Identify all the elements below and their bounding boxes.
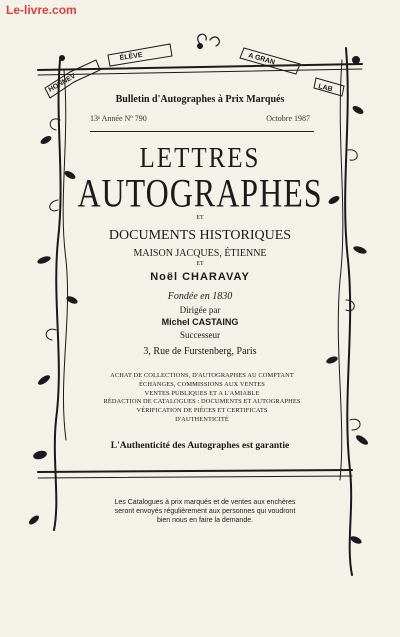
founded-line: Fondée en 1830 bbox=[167, 291, 233, 302]
service-line: VÉRIFICATION DE PIÈCES ET CERTIFICATS bbox=[136, 407, 268, 415]
successor-line: Successeur bbox=[180, 330, 220, 340]
banner-word-1: HONNEV bbox=[47, 72, 77, 94]
directed-by: Dirigée par bbox=[179, 305, 221, 315]
documents-heading: DOCUMENTS HISTORIQUES bbox=[108, 228, 292, 243]
banner-word-2: ÉLÈVE bbox=[119, 51, 144, 62]
service-line: VENTES PUBLIQUES ET A L'AMIABLE bbox=[144, 389, 260, 397]
services-list bbox=[86, 372, 318, 425]
conjunction-et-2: ET bbox=[196, 261, 204, 267]
catalogue-notice bbox=[80, 498, 330, 525]
issue-row bbox=[90, 114, 310, 123]
header-rule bbox=[90, 131, 314, 132]
banner-word-3: A GRAN bbox=[247, 52, 276, 67]
service-line: D'AUTHENTICITÉ bbox=[175, 415, 229, 423]
conjunction-et: ET bbox=[196, 215, 204, 221]
catalogue-line: Les Catalogues à prix marqués et de ventes aux enchères bbox=[114, 499, 296, 506]
catalogue-line: bien nous en faire la demande. bbox=[156, 517, 254, 524]
banner-word-4: LAB bbox=[317, 83, 334, 94]
bulletin-title: Bulletin d'Autographes à Prix Marqués bbox=[115, 94, 285, 105]
catalogue-line: seront envoyés régulièrement aux personnes qui voudront bbox=[114, 508, 296, 515]
watermark: Le-livre.com bbox=[6, 3, 77, 17]
service-line: ACHAT DE COLLECTIONS, D'AUTOGRAPHES AU COMPTANT bbox=[110, 372, 294, 379]
authenticity-notice: L'Authenticité des Autographes est garantie bbox=[110, 441, 290, 451]
address: 3, Rue de Furstenberg, Paris bbox=[143, 346, 257, 357]
title-line-2: AUTOGRAPHES bbox=[77, 170, 323, 215]
director-name: Michel CASTAING bbox=[161, 317, 239, 327]
issue-date: Octobre 1987 bbox=[266, 114, 310, 123]
noel-charavay: Noël CHARAVAY bbox=[150, 271, 250, 283]
service-line: RÉDACTION DE CATALOGUES : DOCUMENTS ET AUTOGRAPHES bbox=[103, 398, 301, 406]
service-line: ÉCHANGES, COMMISSIONS AUX VENTES bbox=[139, 380, 265, 388]
issue-number: 13ᵉ Année Nº 790 bbox=[90, 114, 147, 123]
title-line-1: LETTRES bbox=[139, 143, 261, 175]
maison-line: MAISON JACQUES, ÉTIENNE bbox=[133, 248, 267, 259]
